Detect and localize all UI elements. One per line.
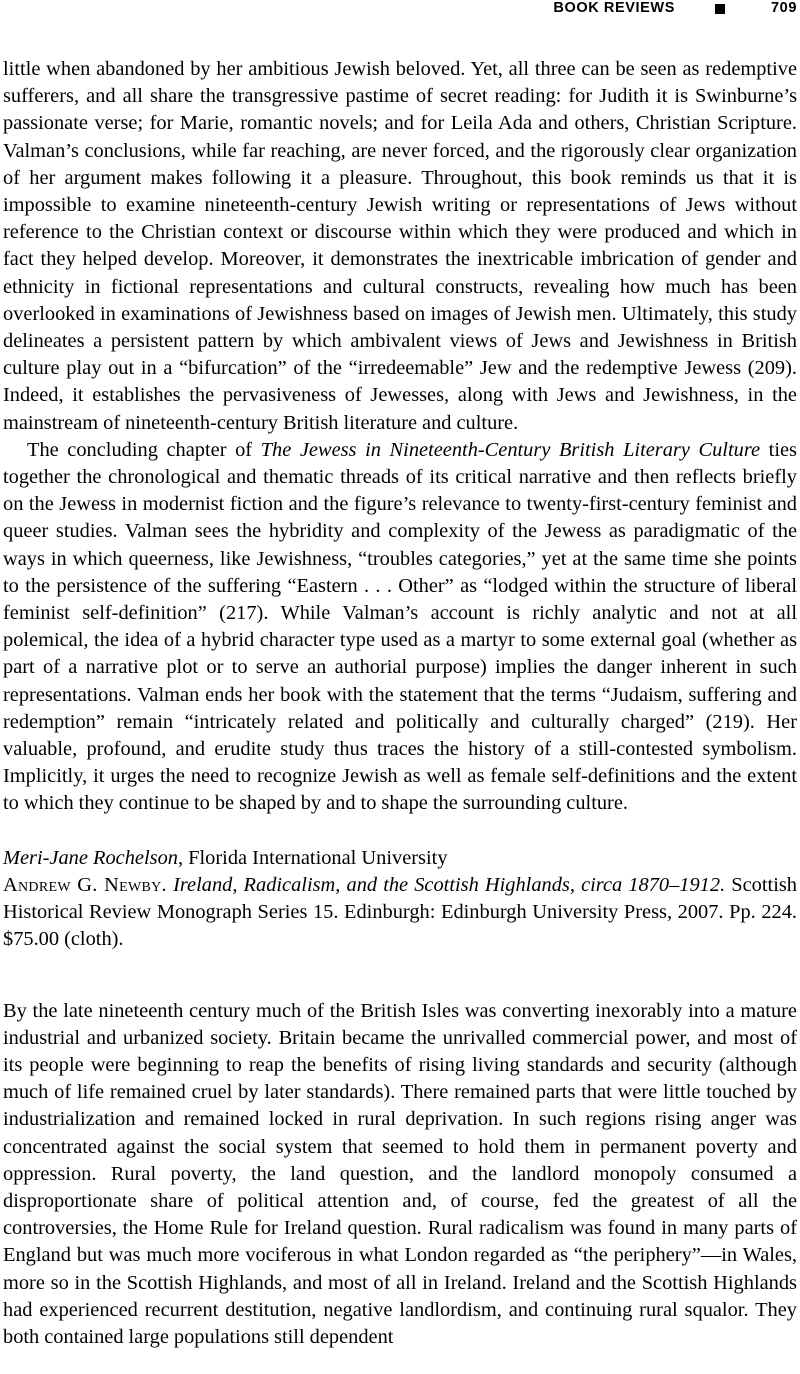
- citation-author: Andrew G. Newby.: [3, 873, 167, 896]
- paragraph-text-lead: The concluding chapter of: [27, 438, 261, 461]
- citation-book-title: Ireland, Radicalism, and the Scottish Highlands, circa 1870–1912.: [173, 873, 726, 896]
- filled-square-icon: [715, 4, 725, 14]
- reviewer-signature: [3, 845, 797, 872]
- section-gap: [3, 954, 797, 998]
- paragraph-text-tail: ties together the chronological and thematic threads of its critical narrative and then reflects briefly on the Jewess in modernist fiction and the figure’s relevance to twenty-first-century feminist and queer studies. Valman sees the hybridity and complexity of the Jewess as paradigmatic of the ways in which queerness, like Jewishness, “troubles categories,” yet at the same time she points to the persistence of the suffering “Eastern . . . Other” as “lodged within the structure of liberal feminist self-definition” (217). While Valman’s account is richly analytic and not at all polemical, the idea of a hybrid character type used as a martyr to some external goal (whether as part of a narrative plot or to serve an authorial purpose) implies the danger inherent in such representations. Valman ends her book with the statement that the terms “Judaism, suffering and redemption” remain “intricately related and politically and culturally charged” (219). Her valuable, profound, and erudite study thus traces the history of a still-contested symbolism. Implicitly, it urges the need to recognize Jewish as well as female self-definitions and the extent to which they continue to be shaped by and to shape the surrounding culture.: [3, 438, 797, 815]
- citation-publication-details: Scottish Historical Review Monograph Series 15. Edinburgh: Edinburgh University Press, 2007. Pp. 224. $75.00 (cloth).: [3, 873, 797, 951]
- page-content: [3, 56, 797, 1351]
- review-paragraph-continued: little when abandoned by her ambitious Jewish beloved. Yet, all three can be seen as redemptive sufferers, and all share the transgressive pastime of secret reading: for Judith it is Swinburne’s passionate verse; for Marie, romantic novels; and for Leila Ada and others, Christian Scripture. Valman’s conclusions, while far reaching, are never forced, and the rigorously clear organization of her argument makes following it a pleasure. Throughout, this book reminds us that it is impossible to examine nineteenth-century Jewish writing or representations of Jews without reference to the Christian context or discourse within which they were produced and which in fact they helped develop. Moreover, it demonstrates the inextricable imbrication of gender and ethnicity in fictional representations and cultural constructs, revealing how much has been overlooked in examinations of Jewishness based on images of Jewish men. Ultimately, this study delineates a persistent pattern by which ambivalent views of Jews and Jewishness in British culture play out in a “bifurcation” of the “irredeemable” Jew and the redemptive Jewess (209). Indeed, it establishes the pervasiveness of Jewesses, along with Jews and Jewishness, in the mainstream of nineteenth-century British literature and culture.: [3, 58, 797, 434]
- book-title-italic: The Jewess in Nineteenth-Century British Literary Culture: [260, 438, 761, 461]
- review-paragraph-concluding: [3, 437, 797, 818]
- page-number: 709: [771, 0, 797, 16]
- running-head-title: BOOK REVIEWS: [553, 0, 675, 16]
- running-head: [0, 0, 797, 30]
- reviewer-affiliation: , Florida International University: [177, 846, 448, 869]
- reviewer-name: Meri-Jane Rochelson: [3, 846, 178, 869]
- book-citation-header: [3, 872, 797, 954]
- review-2-opening-paragraph: By the late nineteenth century much of the British Isles was converting inexorably into a mature industrial and urbanized society. Britain became the unrivalled commercial power, and most of its people were beginning to reap the benefits of rising living standards and security (although much of life remained cruel by later standards). There remained parts that were little touched by industrialization and remained locked in rural deprivation. In such regions rising anger was concentrated against the social system that seemed to hold them in permanent poverty and oppression. Rural poverty, the land question, and the landlord monopoly consumed a disproportionate share of political attention and, of course, fed the greatest of all the controversies, the Home Rule for Ireland question. Rural radicalism was found in many parts of England but was much more vociferous in what London regarded as “the periphery”—in Wales, more so in the Scottish Highlands, and most of all in Ireland. Ireland and the Scottish Highlands had experienced recurrent destitution, negative landlordism, and continuing rural squalor. They both contained large populations still dependent: [3, 999, 797, 1348]
